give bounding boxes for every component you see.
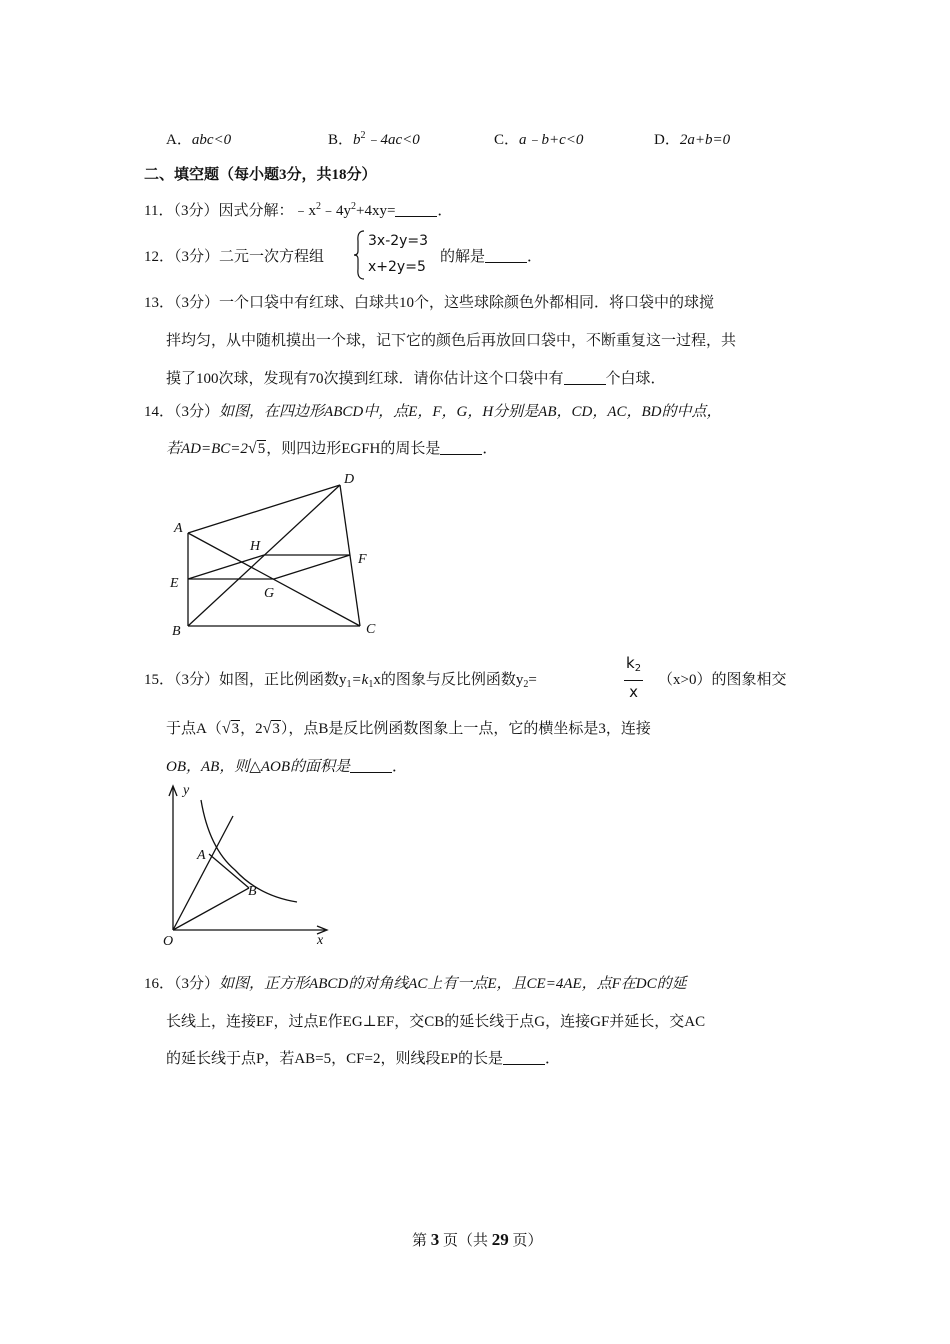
answer-blank[interactable] — [395, 202, 437, 217]
q14-line2: 若AD=BC=2√5，则四边形EGFH的周长是 ． — [166, 440, 498, 457]
label-x: x — [317, 933, 324, 948]
q13-line1: 13．（3分）一个口袋中有红球、白球共10个，这些球除颜色外都相同．将口袋中的球搅 — [144, 295, 715, 311]
q12-suffix: 的解是 ． — [440, 249, 543, 265]
answer-blank[interactable] — [485, 248, 527, 263]
q15-line3: OB，AB，则△AOB的面积是 ． — [166, 759, 408, 775]
q15-line1-end: （x>0）的图象相交 — [658, 672, 787, 688]
brace-icon — [352, 229, 366, 281]
q12-prefix: 12．（3分）二元一次方程组 — [144, 249, 325, 265]
q15-line1: 15．（3分）如图，正比例函数$y_1=k_1x$的图象与反比例函数$y_2=$ — [144, 672, 537, 690]
segment-ad — [188, 485, 340, 533]
label-f: F — [358, 552, 367, 567]
q10-option-a: A．abc<0 — [166, 132, 232, 148]
segment-ab — [209, 854, 249, 888]
segment-eh — [188, 555, 264, 579]
q16-line1: 16．（3分）如图，正方形ABCD的对角线AC上有一点E，且CE=4AE，点F在DC的延 — [144, 976, 687, 992]
q12-eq2: x+2y=5 — [368, 259, 426, 275]
q13-line2: 拌均匀，从中随机摸出一个球，记下它的颜色后再放回口袋中，不断重复这一过程，共 — [166, 333, 737, 349]
q10-option-d: D．2a+b=0 — [654, 132, 731, 148]
quadrilateral-figure — [160, 466, 390, 646]
answer-blank[interactable] — [440, 440, 482, 455]
label-d: D — [344, 472, 355, 487]
label-e: E — [170, 576, 179, 591]
label-b: B — [172, 624, 181, 639]
label-c: C — [366, 622, 376, 637]
q12-eq1: 3x-2y=3 — [368, 233, 429, 249]
label-y: y — [183, 783, 190, 798]
q11: 11．（3分）因式分解：$﹣x^2﹣4y^2+4xy=$ ． — [144, 201, 453, 219]
label-o: O — [163, 934, 174, 949]
label-h: H — [250, 539, 261, 554]
q10-option-b: B．$b^2﹣4ac<0$ — [328, 130, 420, 148]
label-g: G — [264, 586, 275, 601]
answer-blank[interactable] — [564, 370, 606, 385]
q16-line2: 长线上，连接EF，过点E作EG⊥EF，交CB的延长线于点G，连接GF并延长，交AC — [166, 1014, 706, 1030]
graph-figure — [155, 782, 335, 950]
label-a: A — [174, 521, 183, 536]
q13-line3: 摸了100次球，发现有70次摸到红球．请你估计这个口袋中有 个白球． — [166, 371, 666, 387]
q15-fraction: $\frac{k_2}{x}$ — [626, 654, 642, 701]
q14-line1: 14．（3分）如图，在四边形ABCD中，点E，F，G，H分别是AB，CD，AC，BD的中点， — [144, 404, 722, 420]
page-footer: 第 3 页（共 29 页） — [412, 1230, 543, 1249]
q10-option-c: C．a﹣b+c<0 — [494, 132, 584, 148]
section-heading: 二、填空题（每小题3分，共18分） — [144, 167, 377, 183]
answer-blank[interactable] — [503, 1050, 545, 1065]
label-a: A — [197, 848, 206, 863]
q15-line2: 于点A（√3，2√3），点B是反比例函数图象上一点，它的横坐标是3，连接 — [166, 720, 651, 737]
segment-gf — [274, 555, 350, 579]
answer-blank[interactable] — [350, 758, 392, 773]
q16-line3: 的延长线于点P，若AB=5，CF=2，则线段EP的长是 ． — [166, 1051, 560, 1067]
label-b: B — [248, 884, 257, 899]
